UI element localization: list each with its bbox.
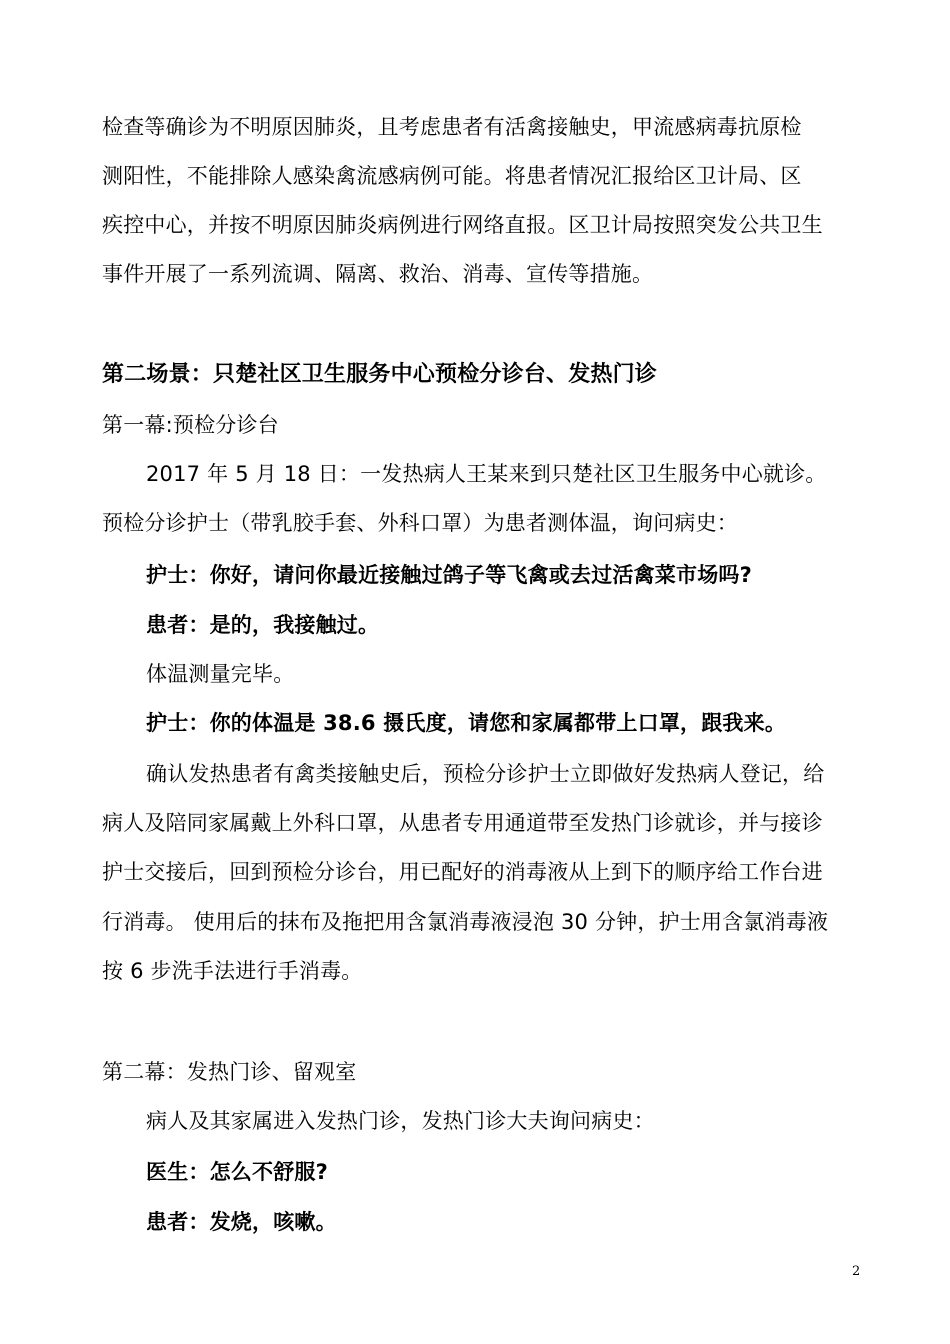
dialogue-line: 医生：怎么不舒服?	[146, 1160, 328, 1184]
paragraph-line: 病人及陪同家属戴上外科口罩，从患者专用通道带至发热门诊就诊，并与接诊	[102, 811, 823, 835]
act-heading: 第一幕:预检分诊台	[102, 413, 279, 437]
dialogue-line: 患者：发烧，咳嗽。	[146, 1210, 337, 1234]
dialogue-line: 护士：你的体温是 38.6 摄氏度，请您和家属都带上口罩，跟我来。	[146, 711, 787, 735]
paragraph-line: 疾控中心，并按不明原因肺炎病例进行网络直报。区卫计局按照突发公共卫生	[102, 213, 823, 237]
paragraph-line: 病人及其家属进入发热门诊，发热门诊大夫询问病史：	[146, 1109, 655, 1133]
paragraph-line: 测阳性，不能排除人感染禽流感病例可能。将患者情况汇报给区卫计局、区	[102, 164, 802, 188]
paragraph-line: 事件开展了一系列流调、隔离、救治、消毒、宣传等措施。	[102, 262, 654, 286]
page-number: 2	[852, 1264, 861, 1279]
paragraph-line: 确认发热患者有禽类接触史后，预检分诊护士立即做好发热病人登记，给	[146, 762, 825, 786]
paragraph-line: 预检分诊护士（带乳胶手套、外科口罩）为患者测体温，询问病史：	[102, 511, 738, 535]
paragraph-line: 2017 年 5 月 18 日：一发热病人王某来到只楚社区卫生服务中心就诊。	[146, 462, 827, 486]
paragraph-line: 检查等确诊为不明原因肺炎，且考虑患者有活禽接触史，甲流感病毒抗原检	[102, 115, 802, 139]
paragraph-line: 行消毒。 使用后的抹布及拖把用含氯消毒液浸泡 30 分钟，护士用含氯消毒液	[102, 910, 829, 934]
dialogue-line: 患者：是的，我接触过。	[146, 613, 380, 637]
scene-heading: 第二场景：只楚社区卫生服务中心预检分诊台、发热门诊	[102, 362, 658, 387]
act-heading: 第二幕：发热门诊、留观室	[102, 1060, 357, 1084]
paragraph-line: 护士交接后，回到预检分诊台，用已配好的消毒液从上到下的顺序给工作台进	[102, 860, 823, 884]
paragraph-line: 体温测量完毕。	[146, 662, 295, 686]
dialogue-line: 护士：你好，请问你最近接触过鸽子等飞禽或去过活禽菜市场吗?	[146, 563, 752, 587]
paragraph-line: 按 6 步洗手法进行手消毒。	[102, 959, 363, 983]
